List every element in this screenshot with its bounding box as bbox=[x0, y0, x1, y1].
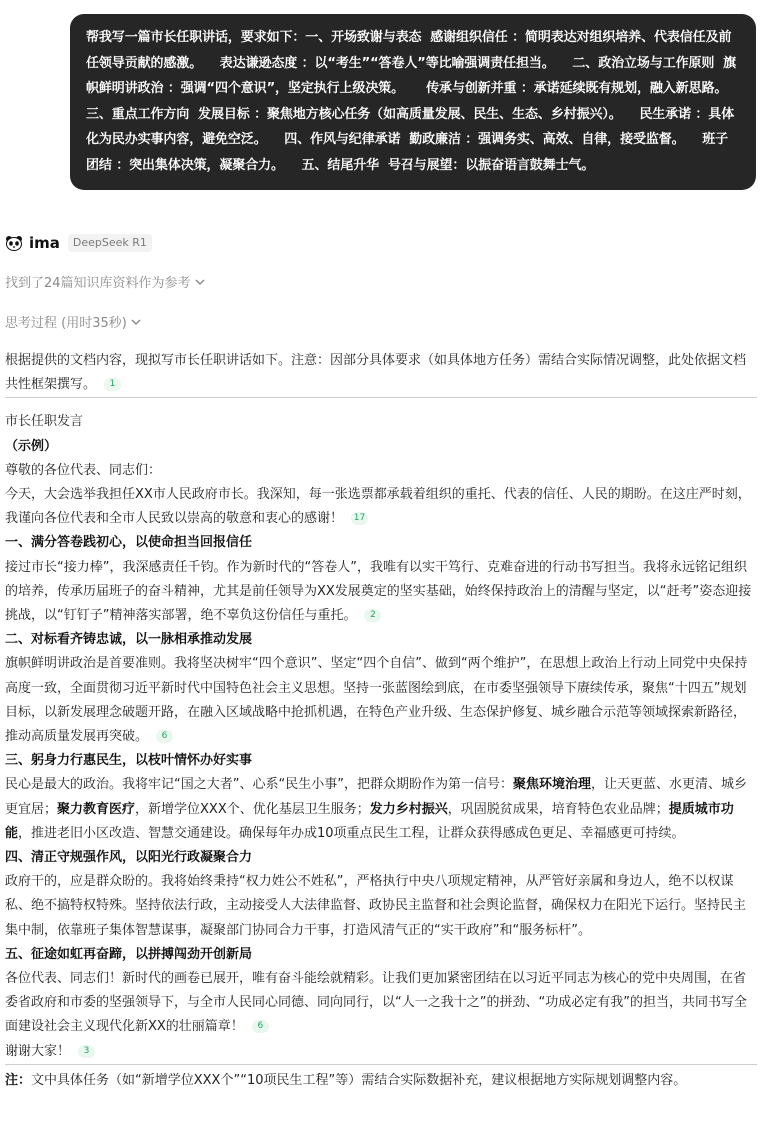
user-message-text: 帮我写一篇市长任职讲话，要求如下：一、开场致谢与表态 感谢组织信任 ：简明表达对组织培养、代表信任及前任领导贡献的感激。 表达谦逊态度 ：以“考生”“答卷人”等比喻强调责任担当。 二、政治立场与工作原则 旗帜鲜明讲政治 ：强调“四个意识”，坚定执行上级决策。 传承与创新并重 ：承诺延续既有规划，融入新思路。 三、重点工作方向 发展目标 ：聚焦地方核心任务（如高质量发展、民生、生态、乡村振兴）。 民生承诺 ：具体化为民办实事内容，避免空泛。 四、作风与纪律承诺 勤政廉洁 ：强调务实、高效、自律，接受监督。 班子团结 ：突出集体决策，凝聚合力。 五、结尾升华 号召与展望：以振奋语言鼓舞士气。 bbox=[86, 30, 745, 173]
panda-icon bbox=[5, 235, 23, 251]
citation-badge[interactable]: 17 bbox=[351, 512, 368, 525]
citation-badge[interactable]: 2 bbox=[364, 609, 381, 622]
thinking-process-toggle[interactable] bbox=[5, 312, 141, 331]
answer-intro: 根据提供的文档内容，现拟写市长任职讲话如下。注意：因部分具体要求（如具体地方任务）需结合实际情况调整，此处依据文档共性框架撰写。 1 bbox=[5, 353, 747, 393]
section-paragraph: 各位代表、同志们！新时代的画卷已展开，唯有奋斗能绘就精彩。让我们更加紧密团结在以习近平同志为核心的党中央周围，在省委省政府和市委的坚强领导下，与全市人民同心同德、同向同行，以“人一之我十之”的拼劲、“功成必定有我”的担当，共同书写全面建设社会主义现代化新XX的壮丽篇章！ 6 bbox=[5, 971, 747, 1035]
citation-badge[interactable]: 1 bbox=[104, 378, 121, 391]
section-heading: 五、征途如虹再奋蹄，以拼搏闯劲开创新局 bbox=[5, 946, 253, 962]
doc-subtitle: （示例） bbox=[5, 438, 58, 454]
chevron-down-icon bbox=[131, 318, 141, 326]
chevron-down-icon bbox=[195, 278, 205, 286]
section-heading: 一、满分答卷践初心，以使命担当回报信任 bbox=[5, 535, 253, 551]
citation-badge[interactable]: 6 bbox=[156, 730, 173, 743]
salutation: 尊敬的各位代表、同志们： bbox=[5, 462, 162, 478]
user-message-bubble bbox=[70, 14, 756, 190]
answer-content bbox=[5, 349, 757, 1093]
note: 注：文中具体任务（如“新增学位XXX个”“10项民生工程”等）需结合实际数据补充，建议根据地方实际规划调整内容。 bbox=[5, 1072, 687, 1088]
assistant-name: ima bbox=[29, 234, 60, 252]
section-paragraph: 民心是最大的政治。我将牢记“国之大者”、心系“民生小事”，把群众期盼作为第一信号：聚焦环境治理，让天更蓝、水更清、城乡更宜居；聚力教育医疗，新增学位XXX个、优化基层卫生服务；发力乡村振兴，巩固脱贫成果，培育特色农业品牌；提质城市功能，推进老旧小区改造、智慧交通建设。确保每年办成10项重点民生工程，让群众获得感成色更足、幸福感更可持续。 bbox=[5, 777, 747, 841]
citation-badge[interactable]: 3 bbox=[78, 1045, 95, 1058]
model-badge: DeepSeek R1 bbox=[68, 234, 152, 252]
section-paragraph: 政府干的，应是群众盼的。我将始终秉持“权力姓公不姓私”，严格执行中央八项规定精神，从严管好亲属和身边人，绝不以权谋私、绝不搞特权特殊。坚持依法行政，主动接受人大法律监督、政协民主监督和社会舆论监督，确保权力在阳光下运行。坚持民主集中制，依靠班子集体智慧谋事，凝聚部门协同合力干事，打造风清气正的“实干政府”和“服务标杆”。 bbox=[5, 874, 747, 938]
section-heading: 三、躬身力行惠民生，以枝叶情怀办好实事 bbox=[5, 753, 253, 769]
doc-title: 市长任职发言 bbox=[5, 414, 84, 430]
opening-paragraph: 今天，大会选举我担任XX市人民政府市长。我深知，每一张选票都承载着组织的重托、代表的信任、人民的期盼。在这庄严时刻，我谨向各位代表和全市人民致以崇高的敬意和衷心的感谢！ 17 bbox=[5, 487, 751, 527]
section-heading: 四、清正守规强作风，以阳光行政凝聚合力 bbox=[5, 850, 253, 866]
kb-ref-label: 找到了24篇知识库资料作为参考 bbox=[5, 276, 191, 291]
think-label: 思考过程 (用时35秒) bbox=[5, 316, 127, 331]
citation-badge[interactable]: 6 bbox=[252, 1020, 269, 1033]
closing: 谢谢大家！ 3 bbox=[5, 1040, 757, 1064]
assistant-header bbox=[5, 232, 152, 254]
knowledge-base-reference-toggle[interactable] bbox=[5, 272, 205, 291]
section-heading: 二、对标看齐铸忠诚，以一脉相承推动发展 bbox=[5, 632, 253, 648]
section-paragraph: 旗帜鲜明讲政治是首要准则。我将坚决树牢“四个意识”、坚定“四个自信”、做到“两个维护”，在思想上政治上行动上同党中央保持高度一致，全面贯彻习近平新时代中国特色社会主义思想。坚持一张蓝图绘到底，在市委坚强领导下赓续传承，聚焦“十四五”规划目标，以新发展理念破题开路，在融入区域战略中抢抓机遇，在特色产业升级、生态保护修复、城乡融合示范等领域探索新路径，推动高质量发展再突破。 6 bbox=[5, 656, 748, 745]
section-paragraph: 接过市长“接力棒”，我深感责任千钧。作为新时代的“答卷人”，我唯有以实干笃行、克难奋进的行动书写担当。我将永远铭记组织的培养，传承历届班子的奋斗精神，尤其是前任领导为XX发展奠定的坚实基础，始终保持政治上的清醒与坚定，以“赶考”姿态迎接挑战，以“钉钉子”精神落实部署，绝不辜负这份信任与重托。 2 bbox=[5, 559, 752, 624]
